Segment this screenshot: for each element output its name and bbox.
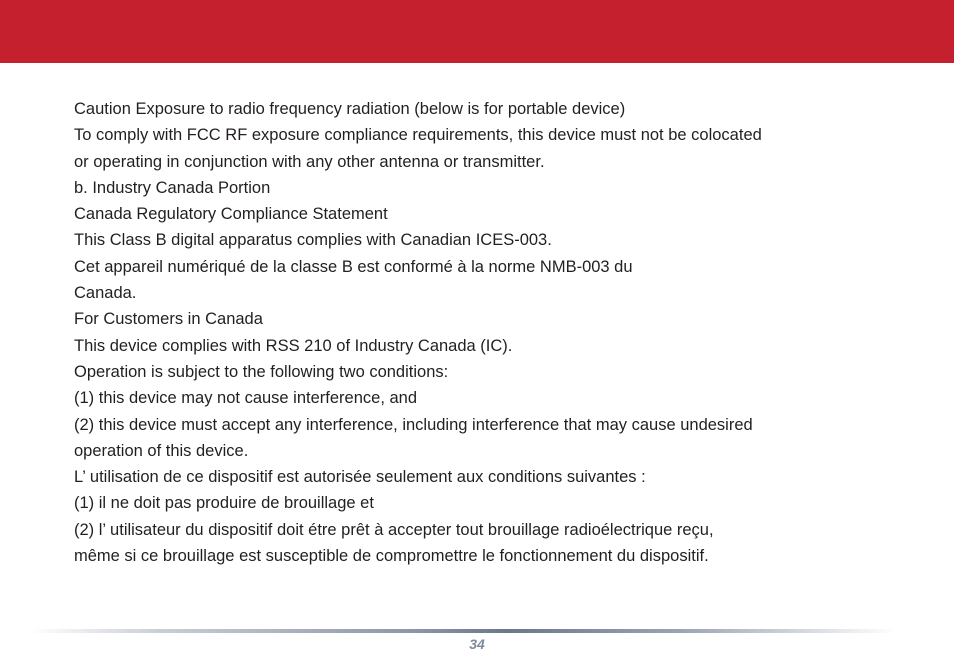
body-line: Cet appareil numériqué de la classe B est conformé à la norme NMB-003 du	[74, 257, 633, 276]
body-line: Canada Regulatory Compliance Statement	[74, 205, 388, 224]
body-line: operation of this device.	[74, 441, 249, 460]
body-line: Canada.	[74, 284, 137, 303]
page-number: 34	[469, 636, 485, 652]
body-line: (1) il ne doit pas produire de brouillage et	[74, 494, 374, 513]
body-line: Caution Exposure to radio frequency radiation (below is for portable device)	[74, 100, 626, 118]
body-line: (2) l’ utilisateur du dispositif doit étre prêt à accepter tout brouillage radioélectrique reçu,	[74, 520, 714, 539]
body-line: L’ utilisation de ce dispositif est autorisée seulement aux conditions suivantes :	[74, 468, 646, 487]
body-line: Operation is subject to the following two conditions:	[74, 362, 449, 381]
body-line: To comply with FCC RF exposure compliance requirements, this device must not be colocated	[74, 126, 762, 145]
document-body	[74, 96, 934, 569]
body-line: This device complies with RSS 210 of Industry Canada (IC).	[74, 336, 513, 355]
footer-divider	[30, 629, 896, 633]
body-line: or operating in conjunction with any other antenna or transmitter.	[74, 152, 545, 171]
body-line: For Customers in Canada	[74, 310, 263, 329]
body-line: (1) this device may not cause interference, and	[74, 389, 418, 408]
header-bar	[0, 0, 954, 63]
body-line: même si ce brouillage est susceptible de compromettre le fonctionnement du dispositif.	[74, 547, 709, 566]
body-line: This Class B digital apparatus complies with Canadian ICES-003.	[74, 231, 552, 250]
body-line: (2) this device must accept any interference, including interference that may cause undesired	[74, 415, 753, 434]
body-line: b. Industry Canada Portion	[74, 178, 271, 197]
